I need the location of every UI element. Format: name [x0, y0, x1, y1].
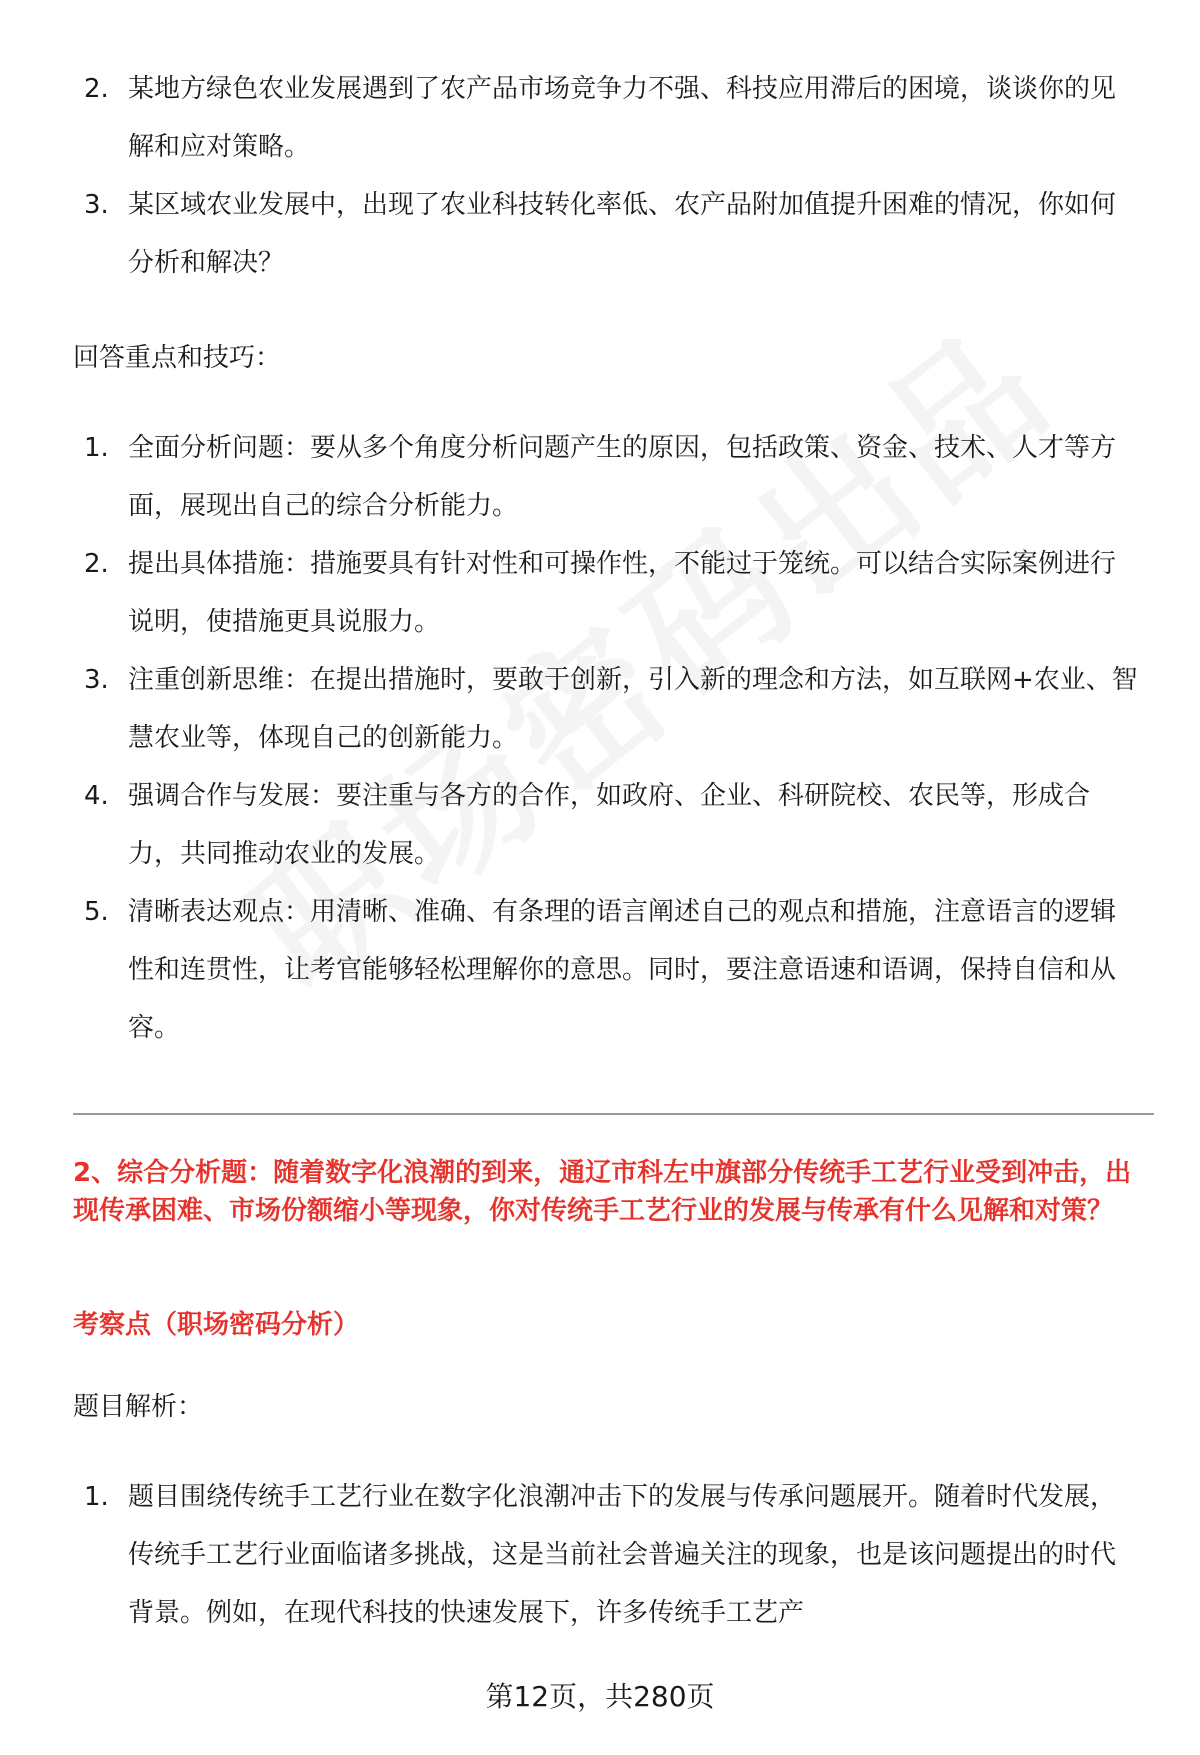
list-number: 2. — [84, 74, 109, 104]
list-number: 2. — [84, 549, 109, 579]
list-text: 提出具体措施：措施要具有针对性和可操作性，不能过于笼统。可以结合实际案例进行说明，使措施更具说服力。 — [128, 549, 1117, 637]
list-number: 4. — [84, 781, 109, 811]
section-title: 考察点（职场密码分析） — [73, 1310, 360, 1340]
list-item — [0, 651, 1200, 767]
question-list-top — [0, 60, 1200, 292]
page-number-footer: 第12页，共280页 — [485, 1680, 715, 1713]
list-item — [0, 1468, 1200, 1642]
answer-tips-list — [0, 419, 1200, 1057]
list-item — [0, 767, 1200, 883]
list-number: 3. — [84, 665, 109, 695]
analysis-list — [0, 1468, 1200, 1642]
list-text: 清晰表达观点：用清晰、准确、有条理的语言阐述自己的观点和措施，注意语言的逻辑性和连贯性，让考官能够轻松理解你的意思。同时，要注意语速和语调，保持自信和从容。 — [128, 897, 1117, 1043]
list-text: 强调合作与发展：要注重与各方的合作，如政府、企业、科研院校、农民等，形成合力，共同推动农业的发展。 — [128, 781, 1091, 869]
list-text: 某区域农业发展中，出现了农业科技转化率低、农产品附加值提升困难的情况，你如何分析和解决？ — [128, 190, 1117, 278]
list-text: 题目围绕传统手工艺行业在数字化浪潮冲击下的发展与传承问题展开。随着时代发展，传统手工艺行业面临诸多挑战，这是当前社会普遍关注的现象，也是该问题提出的时代背景。例如，在现代科技的快速发展下，许多传统手工艺产 — [128, 1482, 1117, 1628]
list-item — [0, 419, 1200, 535]
question-title: 2、综合分析题：随着数字化浪潮的到来，通辽市科左中旗部分传统手工艺行业受到冲击，出现传承困难、市场份额缩小等现象，你对传统手工艺行业的发展与传承有什么见解和对策？ — [73, 1158, 1132, 1226]
list-item — [0, 176, 1200, 292]
list-number: 1. — [84, 433, 109, 463]
list-text: 注重创新思维：在提出措施时，要敢于创新，引入新的理念和方法，如互联网+农业、智慧农业等，体现自己的创新能力。 — [128, 665, 1138, 753]
answer-tips-label: 回答重点和技巧： — [73, 343, 282, 373]
list-number: 3. — [84, 190, 109, 220]
list-number: 1. — [84, 1482, 109, 1512]
list-item — [0, 883, 1200, 1057]
list-number: 5. — [84, 897, 109, 927]
question-analysis-label: 题目解析： — [73, 1392, 204, 1422]
list-item — [0, 60, 1200, 176]
list-text: 某地方绿色农业发展遇到了农产品市场竞争力不强、科技应用滞后的困境，谈谈你的见解和应对策略。 — [128, 74, 1117, 162]
list-text: 全面分析问题：要从多个角度分析问题产生的原因，包括政策、资金、技术、人才等方面，展现出自己的综合分析能力。 — [128, 433, 1117, 521]
section-divider — [73, 1113, 1154, 1115]
list-item — [0, 535, 1200, 651]
